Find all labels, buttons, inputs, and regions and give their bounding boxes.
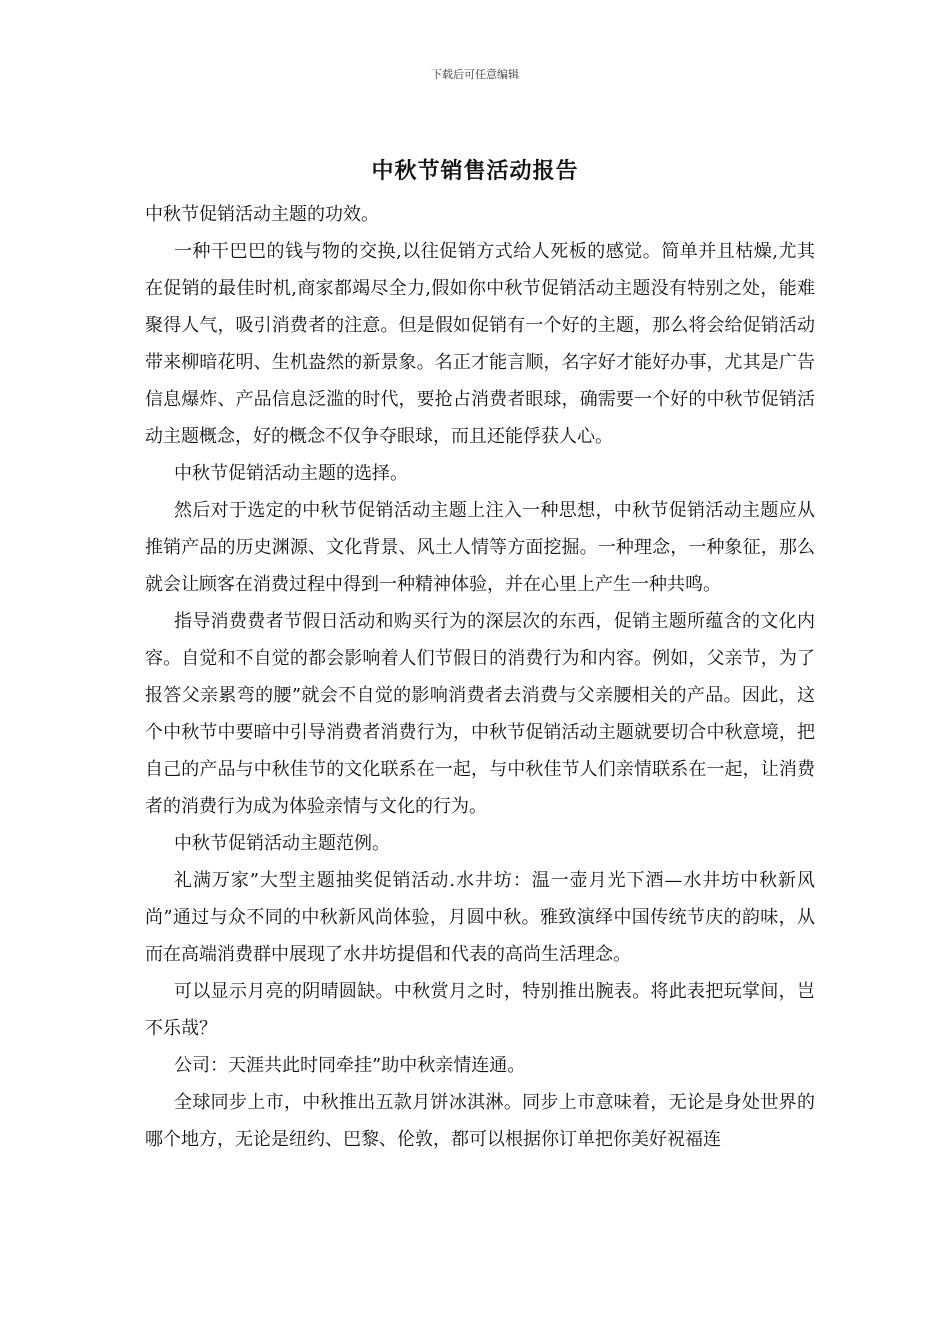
document-title: 中秋节销售活动报告 (371, 159, 579, 184)
body-paragraph: 然后对于选定的中秋节促销活动主题上注入一种思想，中秋节促销活动主题应从推销产品的历史渊源、文化背景、风土人情等方面挖掘。一种理念，一种象征，那么就会让顾客在消费过程中得到一种精神体验，并在心里上产生一种共鸣。 (145, 500, 815, 595)
body-paragraph: 礼满万家”大型主题抽奖促销活动.水井坊：温一壶月光下酒—水井坊中秋新风尚”通过与众不同的中秋新风尚体验，月圆中秋。雅致演绎中国传统节庆的韵味，从而在高端消费群中展现了水井坊提倡和代表的高尚生活理念。 (145, 870, 815, 965)
body-paragraph: 中秋节促销活动主题的选择。 (174, 463, 408, 484)
body-paragraph: 公司：天涯共此时同牵挂”助中秋亲情连通。 (174, 1055, 526, 1076)
body-paragraph: 一种干巴巴的钱与物的交换,以往促销方式给人死板的感觉。简单并且枯燥,尤其在促销的最佳时机,商家都竭尽全力,假如你中秋节促销活动主题没有特别之处，能难聚得人气，吸引消费者的注意。但是假如促销有一个好的主题，那么将会给促销活动带来柳暗花明、生机盎然的新景象。名正才能言顺，名字好才能好办事，尤其是广告信息爆炸、产品信息泛滥的时代，要抢占消费者眼球，确需要一个好的中秋节促销活动主题概念，好的概念不仅争夺眼球，而且还能俘获人心。 (145, 241, 815, 447)
body-paragraph: 指导消费费者节假日活动和购买行为的深层次的东西，促销主题所蕴含的文化内容。自觉和不自觉的都会影响着人们节假日的消费行为和内容。例如，父亲节，为了报答父亲累弯的腰”就会不自觉的影响消费者去消费与父亲腰相关的产品。因此，这个中秋节中要暗中引导消费者消费行为，中秋节促销活动主题就要切合中秋意境，把自己的产品与中秋佳节的文化联系在一起，与中秋佳节人们亲情联系在一起，让消费者的消费行为成为体验亲情与文化的行为。 (145, 611, 815, 817)
body-paragraph: 中秋节促销活动主题的功效。 (145, 204, 379, 225)
body-paragraph: 可以显示月亮的阴晴圆缺。中秋赏月之时，特别推出腕表。将此表把玩掌间，岂不乐哉？ (145, 981, 815, 1039)
body-paragraph: 全球同步上市，中秋推出五款月饼冰淇淋。同步上市意味着，无论是身处世界的哪个地方，无论是纽约、巴黎、伦敦，都可以根据你订单把你美好祝福连 (145, 1092, 815, 1150)
document-body (145, 196, 815, 1158)
body-paragraph: 中秋节促销活动主题范例。 (174, 833, 390, 854)
page-header-note: 下载后可任意编辑 (431, 68, 519, 81)
